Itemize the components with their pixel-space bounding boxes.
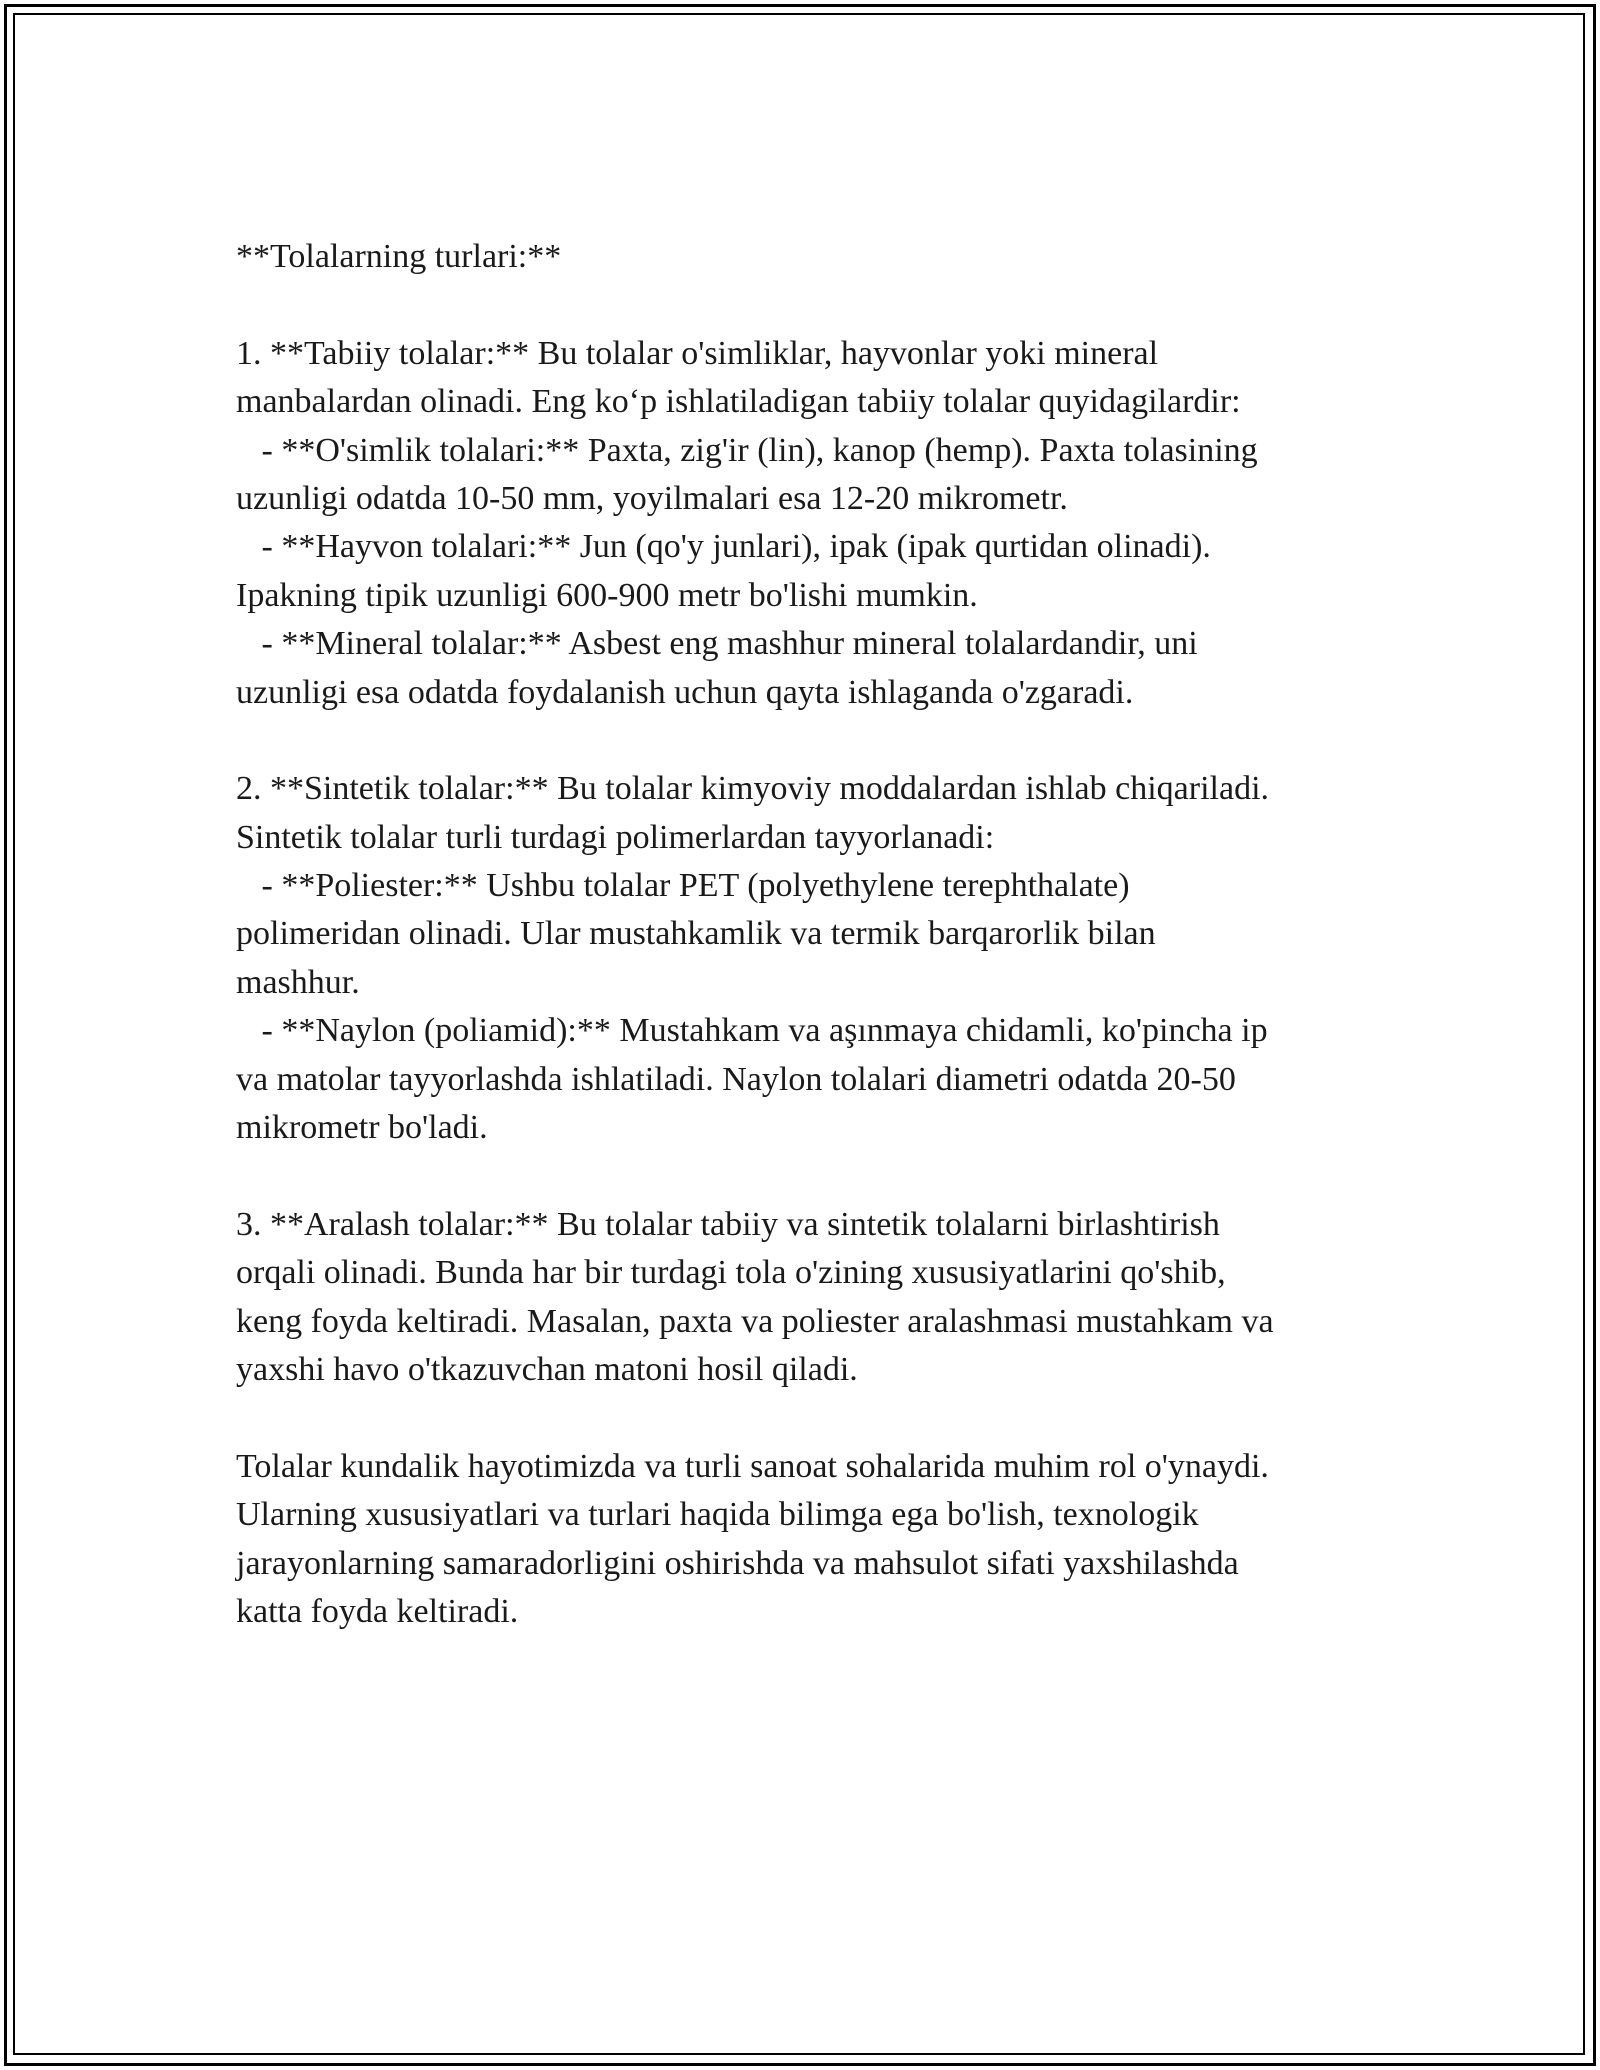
text-line: 2. **Sintetik tolalar:** Bu tolalar kimyoviy moddalardan ishlab chiqariladi. (236, 770, 1270, 808)
text-line: katta foyda keltiradi. (236, 1592, 519, 1630)
text-line: Tolalar kundalik hayotimizda va turli sanoat sohalarida muhim rol o'ynaydi. (236, 1447, 1269, 1485)
text-line: mashhur. (236, 963, 360, 1001)
text-line: mikrometr bo'ladi. (236, 1109, 488, 1147)
text-line: yaxshi havo o'tkazuvchan matoni hosil qiladi. (236, 1350, 858, 1388)
text-line: manbalardan olinadi. Eng ko‘p ishlatiladigan tabiiy tolalar quyidagilardir: (236, 383, 1241, 421)
text-line: jarayonlarning samaradorligini oshirishda va mahsulot sifati yaxshilashda (236, 1544, 1239, 1582)
text-line: - **Naylon (poliamid):** Mustahkam va aşınmaya chidamli, ko'pincha ip (236, 1012, 1268, 1050)
text-line: - **Mineral tolalar:** Asbest eng mashhur mineral tolalardandir, uni (236, 625, 1198, 663)
blank-line (236, 281, 1366, 329)
blank-line (236, 1394, 1366, 1442)
text-line: - **O'simlik tolalari:** Paxta, zig'ir (lin), kanop (hemp). Paxta tolasining (236, 431, 1258, 469)
text-line: - **Poliester:** Ushbu tolalar PET (polyethylene terephthalate) (236, 867, 1130, 905)
text-line: uzunligi odatda 10-50 mm, yoyilmalari esa 12-20 mikrometr. (236, 479, 1068, 517)
blank-line (236, 717, 1366, 765)
text-line: - **Hayvon tolalari:** Jun (qo'y junlari), ipak (ipak qurtidan olinadi). (236, 528, 1211, 566)
text-line: orqali olinadi. Bunda har bir turdagi tola o'zining xususiyatlarini qo'shib, (236, 1254, 1226, 1292)
text-line: 3. **Aralash tolalar:** Bu tolalar tabiiy va sintetik tolalarni birlashtirish (236, 1205, 1220, 1243)
text-line: va matolar tayyorlashda ishlatiladi. Naylon tolalari diametri odatda 20-50 (236, 1060, 1236, 1098)
text-line: Ularning xususiyatlari va turlari haqida bilimga ega bo'lish, texnologik (236, 1496, 1199, 1534)
text-line: 1. **Tabiiy tolalar:** Bu tolalar o'simliklar, hayvonlar yoki mineral (236, 334, 1159, 372)
document-body (236, 233, 1366, 1636)
text-line: Ipakning tipik uzunligi 600-900 metr bo'lishi mumkin. (236, 576, 978, 614)
document-heading: **Tolalarning turlari:** (236, 238, 562, 275)
text-line: Sintetik tolalar turli turdagi polimerlardan tayyorlanadi: (236, 818, 995, 856)
blank-line (236, 1152, 1366, 1200)
text-line: keng foyda keltiradi. Masalan, paxta va poliester aralashmasi mustahkam va (236, 1302, 1274, 1340)
text-line: polimeridan olinadi. Ular mustahkamlik va termik barqarorlik bilan (236, 915, 1156, 953)
text-line: uzunligi esa odatda foydalanish uchun qayta ishlaganda o'zgaradi. (236, 673, 1134, 711)
